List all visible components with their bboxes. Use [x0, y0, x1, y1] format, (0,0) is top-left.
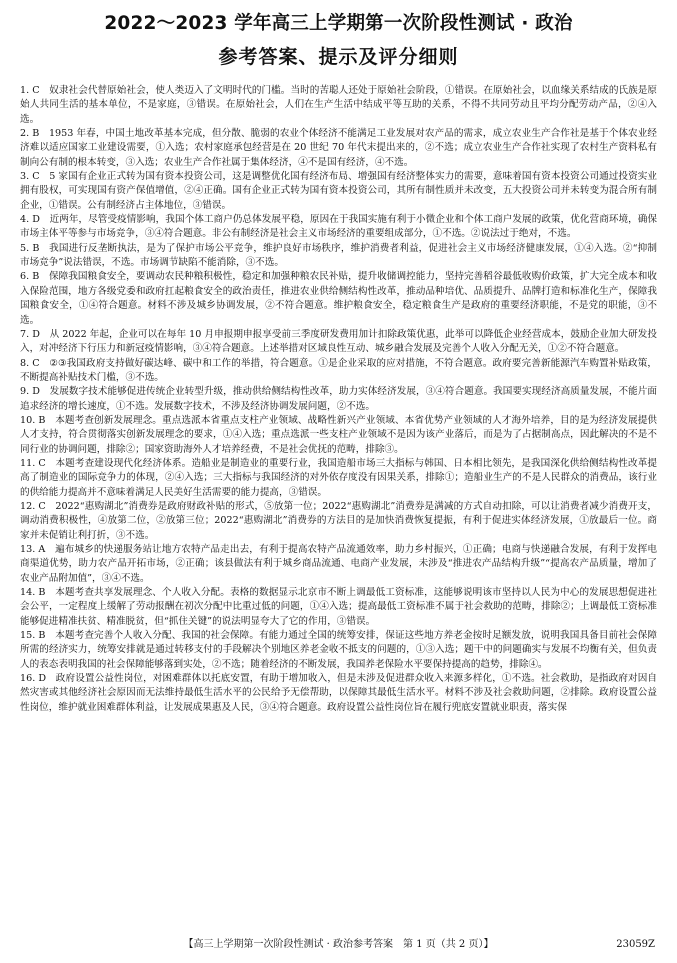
answer-text: 从 2022 年起，企业可以在每年 10 月申报期申报享受前三季度研发费用加计扣除政策优惠，此举可以降低企业经营成本，鼓励企业加大研发投入，对冲经济下行压力和新冠疫情影响，③④符合题意。上述举措对区域良性互动、城乡融合发展及完善个人收入分配无关，①②不符合题意。: [20, 328, 657, 355]
answer-text: 2022“惠购湖北”消费券是政府财政补贴的形式，⑤放第一位；2022“惠购湖北”消费券是满减的方式自动扣除，可以让消费者减少消费开支，调动消费积极性，④放第二位，②放第三位；2022“惠购湖北”消费券的方法目的是加快消费恢复提振，有利于促进实体经济发展，①放最后一位。商家并未促销让利打折，③不选。: [20, 500, 657, 541]
answer-text: 我国进行反垄断执法，是为了保护市场公平竞争，维护良好市场秩序，维护消费者利益，促进社会主义市场经济健康发展，①④入选。②“抑制市场竞争”说法错误，不选。市场调节缺陷不能消除，③不选。: [20, 242, 657, 269]
answer-number: 10. B: [20, 414, 46, 426]
answer-spacer: [45, 630, 55, 641]
answer-spacer: [40, 329, 50, 340]
answer-item: [20, 543, 657, 586]
answer-item: [20, 328, 657, 357]
answer-text: 近两年，尽管受疫情影响，我国个体工商户仍总体发展平稳，原因在于我国实施有利于小微企业和个体工商户发展的政策，优化营商环境，确保市场主体平等参与市场竞争，③④符合题意。非公有制经济是社会主义市场经济的重要组成部分，①不选。②说法过于绝对，不选。: [20, 214, 657, 240]
answer-spacer: [40, 214, 50, 225]
answer-item: [20, 84, 657, 127]
answer-text: 本题考查共享发展理念、个人收入分配。表格的数据显示北京市不断上调最低工资标准，这能够说明该市坚持以人民为中心的发展思想促进社会公平，一定程度上缓解了劳动报酬在初次分配中比重过低的问题，①④入选；提高最低工资标准不属于社会救助的范畴，排除②；上调最低工资标准能够促进精准扶贫、精准脱贫，但“抓住关键”的说法明显夸大了它的作用，③错误。: [20, 587, 658, 627]
answer-number: 2. B: [20, 128, 40, 140]
answer-item: [20, 357, 657, 386]
answer-text: 5 家国有企业正式转为国有资本投资公司，这是调整优化国有经济布局、增强国有经济整体实力的需要，意味着国有资本投资公司通过投资实业拥有股权，可实现国有资产保值增值，②④正确。国有企业正式转为国有资本投资公司，其所有制性质并未改变，五大投资公司并未转变为混合所有制企业，①错误。公有制经济占主体地位，③错误。: [20, 171, 657, 211]
document-subtitle: 参考答案、提示及评分细则: [218, 46, 459, 68]
answer-text: 本题考查完善个人收入分配、我国的社会保障。有能力通过全国的统筹安排，保证这些地方养老金按时足额发放，说明我国具备目前社会保障所需的经济实力，统筹安排就是通过转移支付的手段解决个别地区养老金收不抵支的问题的，①③入选；题干中的问题确实与发展不均衡有关，但负责人的表态表明我国的社会保障能够落到实处，②不选；随着经济的不断发展，我国养老保险水平要保持提高的趋势，排除④。: [20, 630, 658, 670]
answer-item: [20, 242, 657, 271]
answer-text: 发展数字技术能够促进传统企业转型升级，推动供给侧结构性改革，助力实体经济发展，③④符合题意。我国要实现经济高质量发展，不能片面追求经济的增长速度，①不选。发展数字技术，不涉及经济协调发展问题，②不选。: [20, 386, 657, 412]
answer-number: 3. C: [20, 171, 40, 183]
footer-page-info: 【高三上学期第一次阶段性测试 · 政治参考答案 第 1 页（共 2 页）】: [183, 939, 494, 950]
answer-text: ②③我国政府支持做好碳达峰、碳中和工作的举措，符合题意。①是企业采取的应对措施，不符合题意。政府要完善新能源汽车购置补贴政策，不断提高补贴技术门槛，③不选。: [20, 357, 658, 383]
answer-number: 9. D: [20, 386, 40, 398]
answer-spacer: [40, 171, 50, 182]
answer-number: 8. C: [20, 357, 40, 369]
answer-text: 本题考查创新发展理念。重点选派本省重点支柱产业领域、战略性新兴产业领域、本省优势产业领域的人才海外培养，目的是为经济发展提供人才支持，符合贯彻落实创新发展理念的要求，①④入选；重点选派一些支柱产业领域不是因为该产业落后，而是为了占据制高点，因此解决的不是不同行业的协调问题，排除②；国家资助海外人才培养经费，不是社会优抚的范畴，排除③。: [20, 414, 658, 455]
answer-text: 奴隶社会代替原始社会，使人类迈入了文明时代的门槛。当时的苦聪人还处于原始社会阶段，①错误。在原始社会，以血缘关系结成的氏族是原始人共同生活的基本单位，不是家庭，③错误。在原始社会，人们在生产生活中结成平等互助的关系，不得不共同劳动且平均分配劳动产品，②④入选。: [20, 85, 658, 125]
answer-item: [20, 414, 657, 457]
answer-item: [20, 629, 657, 672]
answer-number: 4. D: [20, 214, 40, 226]
answer-spacer: [40, 386, 50, 397]
page-footer: [0, 936, 677, 954]
answer-spacer: [45, 415, 55, 426]
answer-number: 11. C: [20, 457, 46, 469]
answer-text: 1953 年春，中国土地改革基本完成，但分散、脆弱的农业个体经济不能满足工业发展对农产品的需求，成立农业生产合作社是基于个体农业经济难以适应国家工业建设需要，①入选；农村家庭承包经营是在 20 世纪 70 年代末提出来的，②不选；成立农业生产合作社实现了农村生产资料私有制向公有制的根本转变，③入选；农业生产合作社属于集体经济，④不是国有经济，④不选。: [20, 128, 657, 168]
answer-number: 12. C: [20, 500, 46, 512]
answer-number: 14. B: [20, 587, 46, 599]
answer-spacer: [40, 85, 50, 96]
answer-number: 13. A: [20, 544, 46, 555]
answer-text: 保障我国粮食安全，要调动农民种粮积极性，稳定和加强种粮农民补贴，提升收储调控能力，坚持完善稻谷最低收购价政策，扩大完全成本和收入保险范围，地方各级党委和政府扛起粮食安全的政治责任，推进农业供给侧结构性改革，推动品种培优、品质提升、品牌打造和标准化生产，保障我国粮食安全，①④符合题意。材料不涉及城乡协调发展，②不符合题意。维护粮食安全，稳定粮食生产是政府的重要经济职能，不是党的职能，③不选。: [20, 271, 657, 326]
answer-text: 本题考查建设现代化经济体系。造船业是制造业的重要行业，我国造船市场三大指标与韩国、日本相比领先，是我国深化供给侧结构性改革提高了制造业的国际竞争力的体现，②④入选；三大指标与我国经济的对外依存度没有因果关系，排除①；造船业生产的不是人民群众的消费品，该行业的供给能力提高并不意味着满足人民美好生活需要的能力提高，③错误。: [20, 457, 657, 498]
footer-code: 23059Z: [616, 939, 655, 950]
answer-number: 6. B: [20, 271, 40, 283]
answer-number: 1. C: [20, 85, 40, 96]
answer-text: 遍布城乡的快递服务站让地方农特产品走出去，有利于提高农特产品流通效率，助力乡村振兴，①正确；电商与快递融合发展，有利于发挥电商渠道优势，助力农产品开拓市场，②正确；该县做法有利于城乡商品流通、电商产业发展，未涉及“推进农产品结构升级”“提高农产品质量，增加了农业产品附加值”，③④不选。: [20, 544, 657, 584]
answer-item: [20, 457, 657, 500]
answer-number: 16. D: [20, 673, 47, 685]
answer-number: 5. B: [20, 242, 40, 254]
answer-number: 15. B: [20, 630, 46, 642]
answer-item: [20, 586, 657, 629]
answer-item: [20, 127, 657, 170]
answer-spacer: [46, 458, 56, 469]
answer-spacer: [39, 243, 49, 254]
answer-item: [20, 213, 657, 242]
answer-list: [20, 84, 657, 715]
answer-item: [20, 385, 657, 414]
answer-spacer: [39, 271, 49, 282]
answer-spacer: [45, 587, 55, 598]
answer-spacer: [46, 673, 56, 684]
answer-item: [20, 672, 657, 715]
answer-number: 7. D: [20, 328, 40, 340]
answer-spacer: [39, 128, 49, 139]
answer-spacer: [46, 501, 56, 512]
answer-text: 政府设置公益性岗位，对困难群体以托底安置，有助于增加收入，但是未涉及促进群众收入来源多样化，①不选。社会救助，是指政府对因自然灾害或其他经济社会原因而无法维持最低生活水平的公民给予无偿帮助，以保障其最低生活水平。材料不涉及社会救助问题，②排除。政府设置公益性岗位，维护就业困难群体利益，让发展成果惠及人民，③④符合题意。政府设置公益性岗位旨在履行兜底安置就业职责，落实保: [20, 673, 658, 713]
answer-item: [20, 270, 657, 327]
answer-item: [20, 170, 657, 213]
answer-item: [20, 500, 657, 543]
answer-spacer: [45, 544, 55, 555]
answer-spacer: [40, 358, 50, 369]
document-title: 2022～2023 学年高三上学期第一次阶段性测试 · 政治: [104, 13, 573, 34]
